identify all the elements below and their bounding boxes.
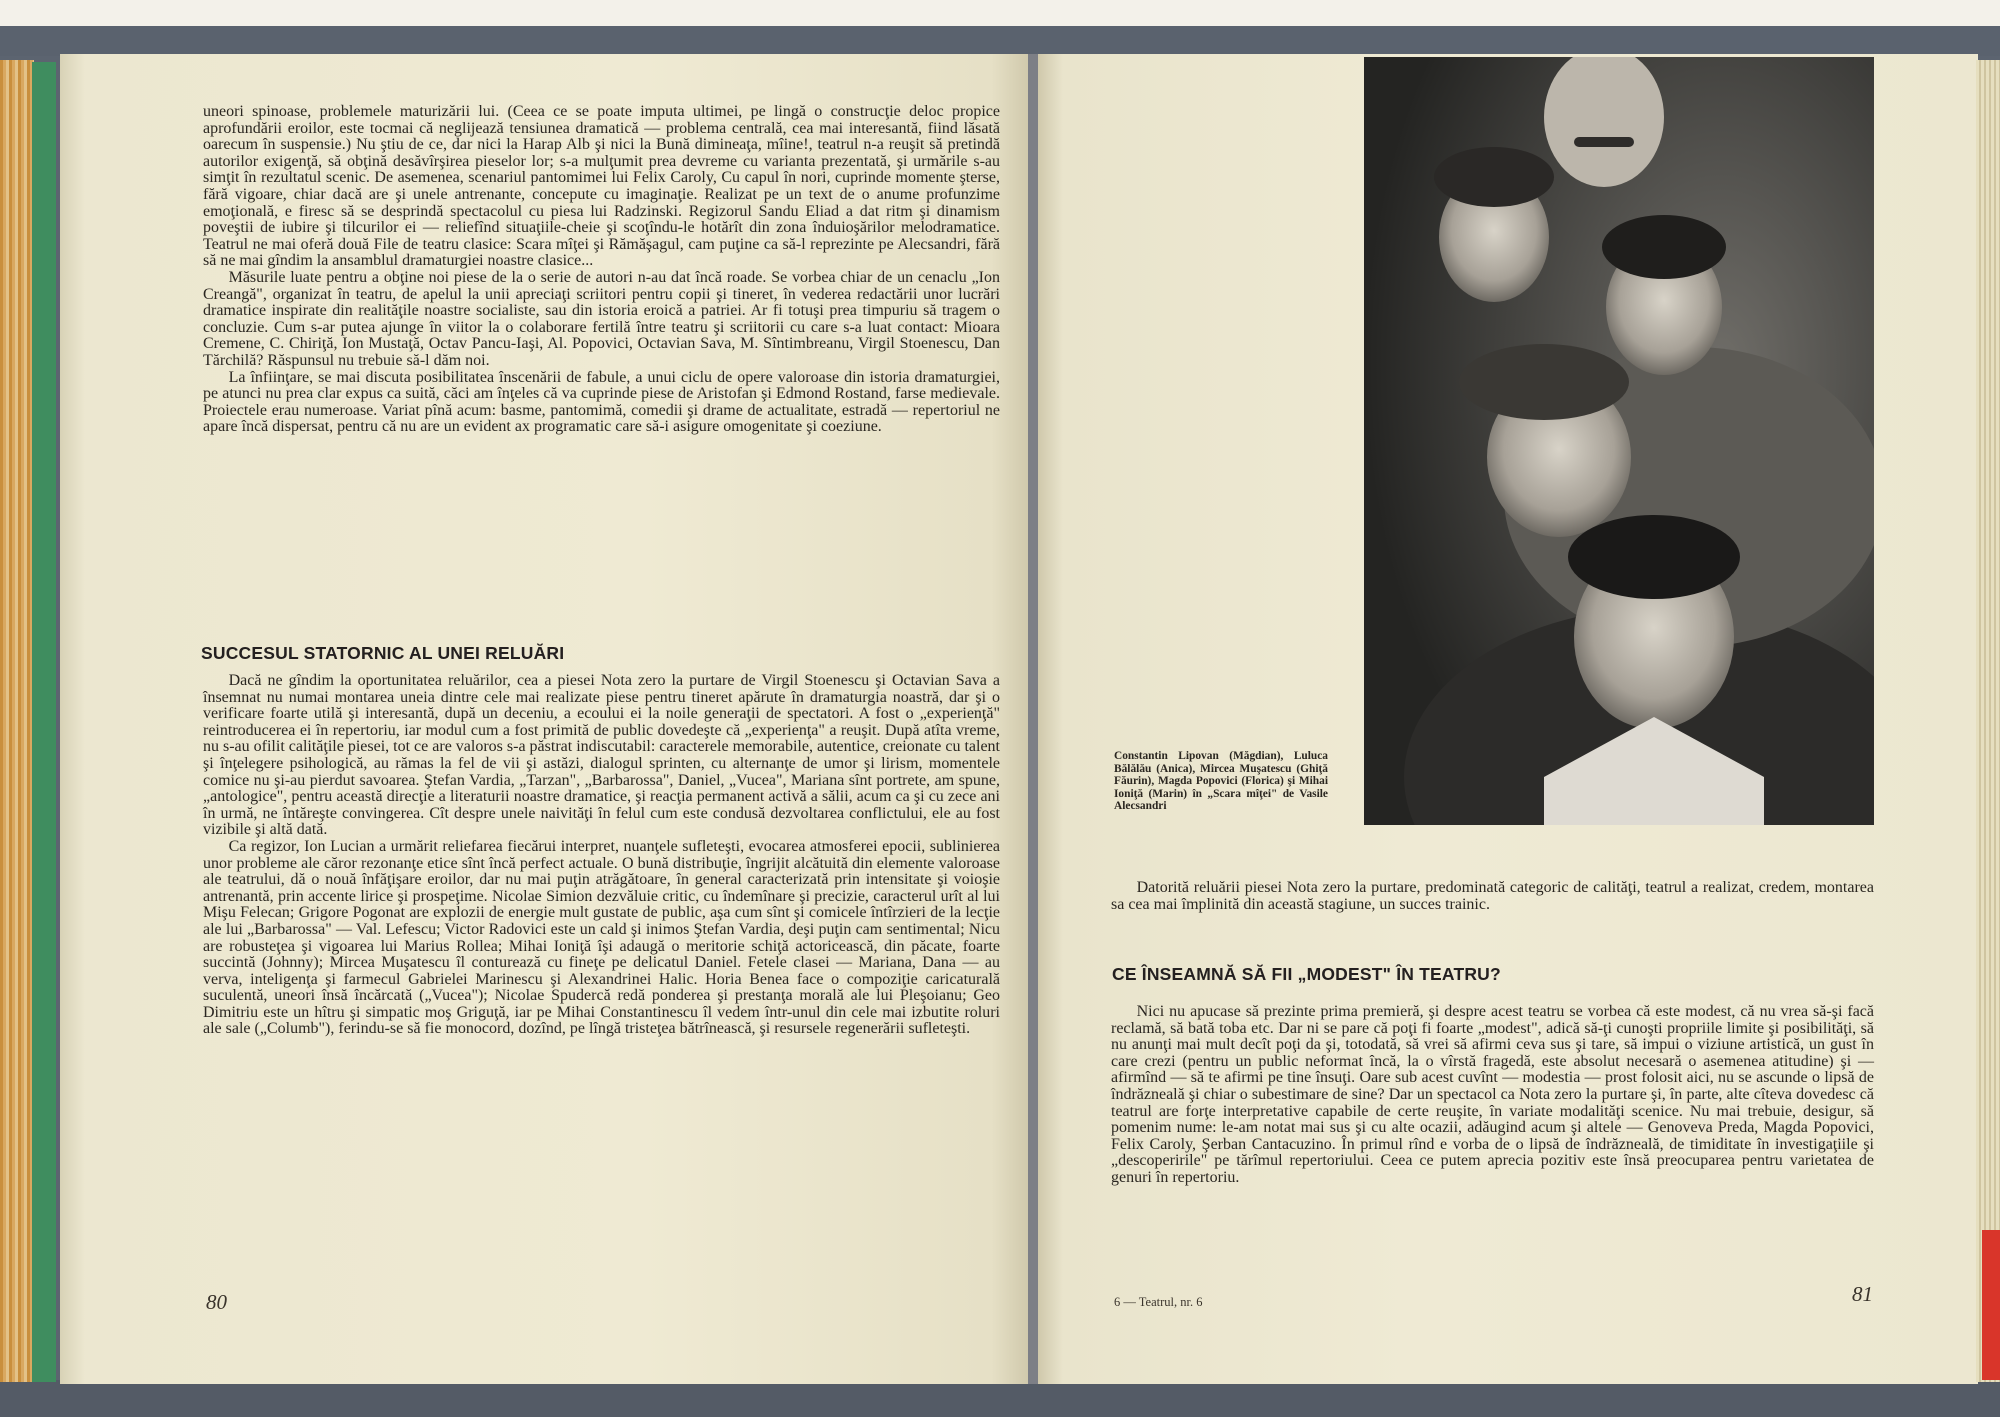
section-heading: CE ÎNSEAMNĂ SĂ FII „MODEST" ÎN TEATRU? <box>1112 964 1501 984</box>
page-number: 80 <box>206 1290 227 1314</box>
left-paragraph: Măsurile luate pentru a obţine noi piese de la o serie de autori n-au dat încă roade. Se vorbea chiar de un cenaclu „Ion Creangă", organizat în teatru, de apelul la unii apreciaţi scriitori pentru copii şi tineret, în vederea redactării unor lucrări dramatice inspirate din realităţile noastre socialiste, sau din istoria eroică a patriei. Ar fi totuşi prea timpuriu să tragem o concluzie. Cum s-ar putea ajunge în viitor la o colaborare fertilă între teatru şi scriitorii cu care s-a luat contact: Mioara Cremene, C. Chiriţă, Ion Mustaţă, Octav Pancu-Iaşi, Al. Popovici, Octavian Sava, M. Sîntimbreanu, Virgil Stoenescu, Dan Tărchilă? Răspunsul nu trebuie să-l dăm noi. <box>203 268 1000 369</box>
left-column-top <box>203 104 1000 436</box>
left-paragraph: uneori spinoase, problemele maturizării lui. (Ceea ce se poate imputa ultimei, pe lingă o construcţie deloc propice aprofundării eroilor, este tocmai că neglijează tensiunea dramatică — problema centrală, cea mai interesantă, fiind lăsată oarecum în suspensie.) Nu ştiu de ce, dar nici la Harap Alb şi nici la Bună dimineaţa, mîine!, teatrul n-a reuşit să pretindă autorilor exigenţă, să obţină desăvîrşirea pieselor lor; s-a mulţumit prea devreme cu varianta prezentată, şi urmările s-au simţit în rezultatul scenic. De asemenea, scenariul pantomimei lui Felix Caroly, Cu capul în nori, cuprinde momente şterse, fără vigoare, chiar dacă are şi unele antrenante, concepute cu imaginaţie. Realizat pe un text de o anume profunzime emoţională, e firesc să se desprindă spectacolul cu piesa lui Radzinski. Regizorul Sandu Eliad a dat ritm şi dinamism poveştii de iubire şi tilcurilor ei — reliefînd situaţiile-cheie şi scoţîndu-le hotărît din zona înduioşărilor melodramatice. Teatrul ne mai oferă două File de teatru clasice: Scara mîţei şi Rămăşagul, cam puţine ca să-l reprezinte pe Alecsandri, fără să ne mai gîndim la ansamblul dramaturgiei noastre clasice... <box>203 103 1000 270</box>
scan-top-margin <box>0 0 2000 26</box>
photo-caption: Constantin Lipovan (Măgdian), Luluca Bălălău (Anica), Mircea Muşatescu (Ghiţă Făurin), Magda Popovici (Florica) şi Mihai Ioniţă (Marin) în „Scara mîţei" de Vasile Alecsandri <box>1114 750 1328 813</box>
actors-photo <box>1364 57 1874 825</box>
right-column-top <box>1111 880 1874 913</box>
book-cover-bottom <box>0 1380 2000 1417</box>
right-paragraph: Datorită reluării piesei Nota zero la purtare, predominată categoric de calităţi, teatrul a realizat, credem, montarea sa cea mai împlinită din această stagiune, un succes trainic. <box>1111 879 1874 913</box>
red-index-tab <box>1982 1230 2000 1380</box>
page-edges-right <box>1976 60 2000 1382</box>
left-paragraph: Dacă ne gîndim la oportunitatea reluărilor, cea a piesei Nota zero la purtare de Virgil Stoenescu şi Octavian Sava a însemnat nu numai montarea uneia dintre cele mai realizate piese pentru tineret apărute în dramaturgia noastră, dar şi o verificare foarte utilă şi interesantă, după un deceniu, a ecoului ei la noile generaţii de spectatori. A fost o „experienţă" reintroducerea ei în repertoriu, iar modul cum a fost primită de public dovedeşte că „experienţa" a reuşit. După atîta vreme, nu s-au ofilit calităţile piesei, tot ce are valoros s-a păstrat indiscutabil: caracterele memorabile, autentice, creionate cu talent şi înţelegere psihologică, au rămas la fel de vii şi astăzi, dialogul sprinten, cu alternanţe de umor şi lirism, momentele comice nu şi-au pierdut savoarea. Ştefan Vardia, „Tarzan", „Barbarossa", Daniel, „Vucea", Mariana sînt portrete, am spune, „antologice", pentru această direcţie a literaturii noastre dramatice, şi reacţia permanent activă a sălii, acum ca şi cu zece ani în urmă, ne întăreşte convingerea. Cît despre unele naivităţi în felul cum este condusă dezvoltarea conflictului, ele au fost vizibile şi altă dată. <box>203 672 1000 839</box>
page-footer: 6 — Teatrul, nr. 6 <box>1114 1295 1203 1309</box>
right-paragraph: Nici nu apucase să prezinte prima premieră, şi despre acest teatru se vorbea că este modest, că nu vrea să-şi facă reclamă, să bată toba etc. Dar ni se pare că poţi fi foarte „modest", adică să-ţi cunoşti propriile limite şi posibilităţi, să nu anunţi mai mult decît poţi da şi, totodată, să vrei să afirmi ceva sus şi tare, să impui o viziune artistică, un gust în care crezi (pentru un public neformat încă, la o vîrstă fragedă, este absolut necesară o asemenea atitudine) şi — afirmînd — să te afirmi pe tine însuţi. Oare sub acest cuvînt — modestia — prost folosit aici, nu se ascunde o lipsă de îndrăzneală şi chiar o subestimare de sine? Dar un spectacol ca Nota zero la purtare şi, în parte, alte cîteva dovedesc că teatrul are forţe interpretative capabile de certe reuşite, în variate modalităţi scenice. Nu mai trebuie, desigur, să pomenim nume: le-am notat mai sus şi cu alte ocazii, adăugind acum şi altele — Genoveva Preda, Magda Popovici, Felix Caroly, Şerban Cantacuzino. În primul rînd e vorba de o lipsă de îndrăzneală, de timiditate în investigaţiile şi „descoperirile" pe tărîmul repertoriului. Ceea ce putem aprecia pozitiv este însă preocuparea pentru varietatea de genuri în repertoriu. <box>1111 1003 1874 1186</box>
left-paragraph: Ca regizor, Ion Lucian a urmărit reliefarea fiecărui interpret, nuanţele sufleteşti, evocarea atmosferei epocii, sublinierea unor probleme ale căror rezonanţe etice sînt încă perfect actuale. O bună distribuţie, îngrijit alcătuită din elemente valoroase ale teatrului, dă o nouă înfăţişare eroilor, dar nu mai puţin atrăgătoare, în general caracterizată prin intensitate şi voioşie antrenantă, prin accente lirice şi prospeţime. Nicolae Simion dezvăluie critic, cu îndemînare şi precizie, caracterul urît al lui Mişu Felecan; Grigore Pogonat are explozii de energie mult gustate de public, aşa cum sînt şi comicele întîrzieri de la lecţie ale lui „Barbarossa" — Val. Lefescu; Victor Radovici este un cald şi inimos Ştefan Vardia, deşi puţin cam sentimental; Nicu are robusteţea şi vigoarea lui Marius Rollea; Mihai Ioniţă îşi adaugă o meritorie schiţă actoricească, din păcate, foarte succintă (Johnny); Mircea Muşatescu îl conturează cu fineţe pe delicatul Daniel. Fetele clasei — Mariana, Dana — au verva, inteligenţa şi farmecul Gabrielei Marinescu şi Alexandrinei Halic. Horia Benea face o compoziţie caricaturală suculentă, uneori însă încărcată („Vucea"); Nicolae Spudercă redă ponderea şi prestanţa morală ale lui Pleşoianu; Geo Dimitriu este un hîtru şi simpatic moş Griguţă, iar pe Mihai Constantinescu îl vedem într-unul din cele mai izbutite roluri ale sale („Columb"), ferindu-se să fie monocord, dozînd, pe lîngă tristeţea bătrînească, şi resursele regenerării sufleteşti. <box>203 837 1000 1038</box>
page-number: 81 <box>1852 1282 1873 1306</box>
page-edges-left <box>0 60 34 1382</box>
left-paragraph: La înfiinţare, se mai discuta posibilitatea înscenării de fabule, a unui ciclu de opere valoroase din istoria dramaturgiei, pe atunci nu prea clar expus ca suită, căci am înţeles că va cuprinde piese de Aristofan şi Edmond Rostand, farse medievale. Proiectele erau numeroase. Variat pînă acum: basme, pantomimă, comedii şi drame de actualitate, estradă — repertoriul ne apare încă dispersat, pentru că nu are un evident ax programatic care să-i asigure omogenitate şi coeziune. <box>203 368 1000 436</box>
right-column-bottom <box>1111 1004 1874 1187</box>
bookmark-ribbon <box>32 62 56 1382</box>
book-cover-top <box>0 26 2000 56</box>
section-heading: SUCCESUL STATORNIC AL UNEI RELUĂRI <box>201 643 565 663</box>
photo-image <box>1364 57 1874 825</box>
left-column-bottom <box>203 673 1000 1038</box>
